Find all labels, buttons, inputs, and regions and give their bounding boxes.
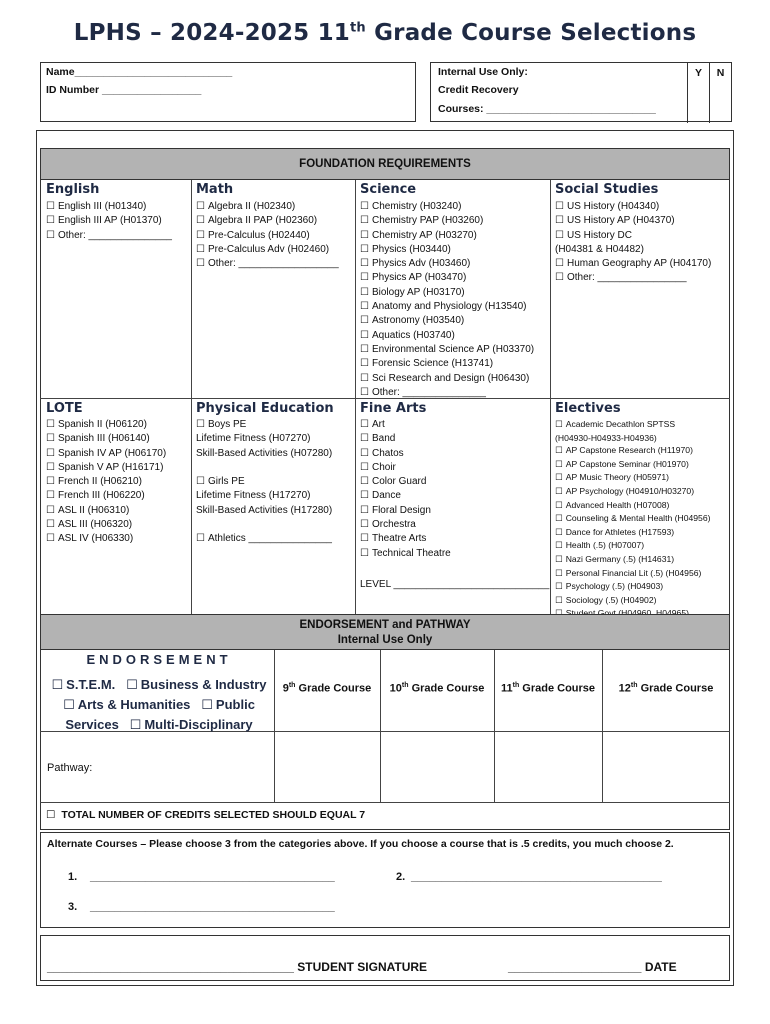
fine_arts-item[interactable]: ☐ Art	[360, 418, 451, 432]
lote-heading: LOTE	[46, 401, 83, 416]
credits-note[interactable]	[46, 809, 365, 821]
level-field[interactable]: LEVEL ____________________________	[360, 579, 550, 590]
signature-line[interactable]: _____________________________________	[47, 960, 294, 974]
arts-checkbox[interactable]: ☐ Arts & Humanities	[63, 697, 190, 712]
lote-item[interactable]: ☐ ASL IV (H06330)	[46, 532, 166, 546]
electives-heading: Electives	[555, 401, 621, 416]
lote-list	[46, 418, 166, 547]
lote-item[interactable]: ☐ Spanish IV AP (H06170)	[46, 447, 166, 461]
electives-item[interactable]: ☐ Health (.5) (H07007)	[555, 539, 710, 553]
column-divider	[355, 180, 356, 614]
fine_arts-item[interactable]: ☐ Orchestra	[360, 518, 451, 532]
pe-item	[196, 518, 332, 532]
electives-list	[555, 418, 710, 621]
social-item[interactable]: ☐ US History DC	[555, 229, 711, 243]
electives-item[interactable]: ☐ AP Music Theory (H05971)	[555, 471, 710, 485]
fine_arts-item[interactable]: ☐ Chatos	[360, 447, 451, 461]
science-heading: Science	[360, 182, 417, 197]
page-title: LPHS – 2024-2025 11th Grade Course Selections	[73, 20, 697, 46]
lote-item[interactable]: ☐ ASL II (H06310)	[46, 504, 166, 518]
science-item[interactable]: ☐ Other: _______________	[360, 386, 534, 400]
electives-item[interactable]: ☐ Advanced Health (H07008)	[555, 499, 710, 513]
lote-item[interactable]: ☐ Spanish V AP (H16171)	[46, 461, 166, 475]
alt-number-1: 1.	[68, 871, 78, 883]
date-area	[508, 960, 677, 974]
fine-arts-heading: Fine Arts	[360, 401, 427, 416]
electives-item[interactable]: ☐ Personal Financial Lit (.5) (H04956)	[555, 567, 710, 581]
science-item[interactable]: ☐ Forensic Science (H13741)	[360, 357, 534, 371]
name-field[interactable]: Name___________________________	[46, 66, 233, 78]
signature-label: STUDENT SIGNATURE	[297, 960, 428, 974]
math-item[interactable]: ☐ Other: __________________	[196, 257, 339, 271]
fine_arts-item[interactable]: ☐ Color Guard	[360, 475, 451, 489]
grid-col-divider	[380, 650, 381, 802]
electives-item[interactable]: ☐ Counseling & Mental Health (H04956)	[555, 512, 710, 526]
grade-12-heading: 12th Grade Course	[618, 682, 714, 695]
column-divider	[191, 180, 192, 614]
pe-heading: Physical Education	[196, 401, 334, 416]
english-item[interactable]: ☐ English III (H01340)	[46, 200, 172, 214]
date-line[interactable]: ____________________	[508, 960, 642, 974]
pe-item: Lifetime Fitness (H07270)	[196, 433, 311, 445]
fine-arts-list	[360, 418, 451, 561]
pe-item	[196, 461, 332, 475]
grid-col-divider	[494, 650, 495, 802]
id-number-field[interactable]: ID Number _________________	[46, 84, 202, 96]
lote-item[interactable]: ☐ ASL III (H06320)	[46, 518, 166, 532]
pe-list	[196, 418, 332, 547]
social-item: (H04381 & H04482)	[555, 243, 644, 255]
electives-item[interactable]: ☐ Nazi Germany (.5) (H14631)	[555, 553, 710, 567]
column-divider	[550, 180, 551, 614]
no-column[interactable]: N	[709, 63, 731, 123]
science-item[interactable]: ☐ Chemistry (H03240)	[360, 200, 534, 214]
grid-col-divider	[602, 650, 603, 802]
science-list	[360, 200, 534, 400]
grade-10-heading: 10th Grade Course	[389, 682, 485, 695]
science-item[interactable]: ☐ Astronomy (H03540)	[360, 314, 534, 328]
pe-item[interactable]: ☐ Boys PE	[196, 418, 332, 432]
alternate-course-2[interactable]: _________________________________________	[411, 871, 662, 883]
social-item[interactable]: ☐ US History (H04340)	[555, 200, 711, 214]
pe-item: Lifetime Fitness (H17270)	[196, 490, 311, 502]
endorsement-band-line2: Internal Use Only	[337, 634, 433, 646]
science-item[interactable]: ☐ Environmental Science AP (H03370)	[360, 343, 534, 357]
lote-item[interactable]: ☐ French III (H06220)	[46, 489, 166, 503]
english-heading: English	[46, 182, 100, 197]
endorsement-header	[40, 614, 730, 650]
endorsement-band-line1: ENDORSEMENT and PATHWAY	[299, 619, 471, 631]
fine_arts-item[interactable]: ☐ Band	[360, 432, 451, 446]
math-item[interactable]: ☐ Algebra II (H02340)	[196, 200, 339, 214]
social-studies-list	[555, 200, 711, 286]
signature-box	[40, 935, 730, 981]
lote-item[interactable]: ☐ Spanish II (H06120)	[46, 418, 166, 432]
public-checkbox[interactable]: ☐ Public	[201, 697, 255, 712]
electives-item[interactable]: ☐ Psychology (.5) (H04903)	[555, 580, 710, 594]
pe-item[interactable]: ☐ Girls PE	[196, 475, 332, 489]
courses-field[interactable]: Courses: _____________________________	[438, 103, 656, 115]
math-item[interactable]: ☐ Pre-Calculus Adv (H02460)	[196, 243, 339, 257]
science-item[interactable]: ☐ Physics AP (H03470)	[360, 271, 534, 285]
endorsement-options	[44, 675, 274, 735]
social-item[interactable]: ☐ Other: ________________	[555, 271, 711, 285]
grade-11-heading: 11th Grade Course	[500, 682, 596, 695]
fine_arts-item[interactable]: ☐ Choir	[360, 461, 451, 475]
electives-item: (H04930-H04933-H04936)	[555, 432, 657, 443]
math-list	[196, 200, 339, 271]
alternate-course-1[interactable]: ________________________________________	[90, 871, 335, 883]
electives-item[interactable]: ☐ AP Capstone Research (H11970)	[555, 444, 710, 458]
electives-item[interactable]: ☐ Academic Decathlon SPTSS	[555, 418, 710, 432]
internal-use-label: Internal Use Only:	[438, 66, 528, 78]
science-item[interactable]: ☐ Chemistry PAP (H03260)	[360, 214, 534, 228]
science-item[interactable]: ☐ Chemistry AP (H03270)	[360, 229, 534, 243]
english-item[interactable]: ☐ Other: _______________	[46, 229, 172, 243]
grade-9-heading: 9th Grade Course	[282, 682, 372, 695]
pe-item: Skill-Based Activities (H17280)	[196, 504, 333, 516]
credit-recovery-label: Credit Recovery	[438, 84, 519, 96]
science-item[interactable]: ☐ Physics (H03440)	[360, 243, 534, 257]
alternate-instructions: Alternate Courses – Please choose 3 from the categories above. If you choose a course that is .5 credits, you much choose 2.	[47, 838, 674, 850]
fine_arts-item[interactable]: ☐ Technical Theatre	[360, 547, 451, 561]
electives-item[interactable]: ☐ Dance for Athletes (H17593)	[555, 526, 710, 540]
stem-checkbox[interactable]: ☐ S.T.E.M.	[52, 677, 116, 692]
fine_arts-item[interactable]: ☐ Dance	[360, 489, 451, 503]
alt-number-2: 2.	[396, 871, 406, 883]
electives-item[interactable]: ☐ AP Capstone Seminar (H01970)	[555, 458, 710, 472]
lote-item[interactable]: ☐ Spanish III (H06140)	[46, 432, 166, 446]
electives-item[interactable]: ☐ Sociology (.5) (H04902)	[555, 594, 710, 608]
services-label: Services	[65, 717, 119, 732]
science-item[interactable]: ☐ Physics Adv (H03460)	[360, 257, 534, 271]
grid-row-divider	[40, 802, 730, 803]
grid-col-divider	[274, 650, 275, 802]
science-item[interactable]: ☐ Sci Research and Design (H06430)	[360, 372, 534, 386]
date-label: DATE	[644, 960, 677, 974]
fine_arts-item[interactable]: ☐ Theatre Arts	[360, 532, 451, 546]
alternate-course-3[interactable]: ________________________________________	[90, 901, 335, 913]
math-item[interactable]: ☐ Algebra II PAP (H02360)	[196, 214, 339, 228]
student-info-box	[40, 62, 416, 122]
multi-checkbox[interactable]: ☐ Multi-Disciplinary	[130, 717, 253, 732]
science-item[interactable]: ☐ Biology AP (H03170)	[360, 286, 534, 300]
math-item[interactable]: ☐ Pre-Calculus (H02440)	[196, 229, 339, 243]
social-studies-heading: Social Studies	[555, 182, 659, 197]
social-item[interactable]: ☐ Human Geography AP (H04170)	[555, 257, 711, 271]
pathway-label: Pathway:	[47, 762, 93, 774]
alt-number-3: 3.	[68, 901, 78, 913]
signature-area	[47, 960, 427, 974]
science-item[interactable]: ☐ Aquatics (H03740)	[360, 329, 534, 343]
credits-text: TOTAL NUMBER OF CREDITS SELECTED SHOULD EQUAL 7	[61, 809, 366, 821]
business-checkbox[interactable]: ☐ Business & Industry	[126, 677, 266, 692]
english-list	[46, 200, 172, 243]
pe-item: Skill-Based Activities (H07280)	[196, 447, 333, 459]
science-item[interactable]: ☐ Anatomy and Physiology (H13540)	[360, 300, 534, 314]
yes-column[interactable]: Y	[687, 63, 709, 123]
lote-item[interactable]: ☐ French II (H06210)	[46, 475, 166, 489]
endorsement-title: ENDORSEMENT	[86, 652, 232, 667]
internal-use-box	[430, 62, 732, 122]
credits-checkbox[interactable]	[46, 809, 58, 821]
fine_arts-item[interactable]: ☐ Floral Design	[360, 504, 451, 518]
english-item[interactable]: ☐ English III AP (H01370)	[46, 214, 172, 228]
foundation-header: FOUNDATION REQUIREMENTS	[40, 148, 730, 180]
math-heading: Math	[196, 182, 234, 197]
social-item[interactable]: ☐ US History AP (H04370)	[555, 214, 711, 228]
pe-item[interactable]: ☐ Athletics _______________	[196, 532, 332, 546]
electives-item[interactable]: ☐ AP Psychology (H04910/H03270)	[555, 485, 710, 499]
